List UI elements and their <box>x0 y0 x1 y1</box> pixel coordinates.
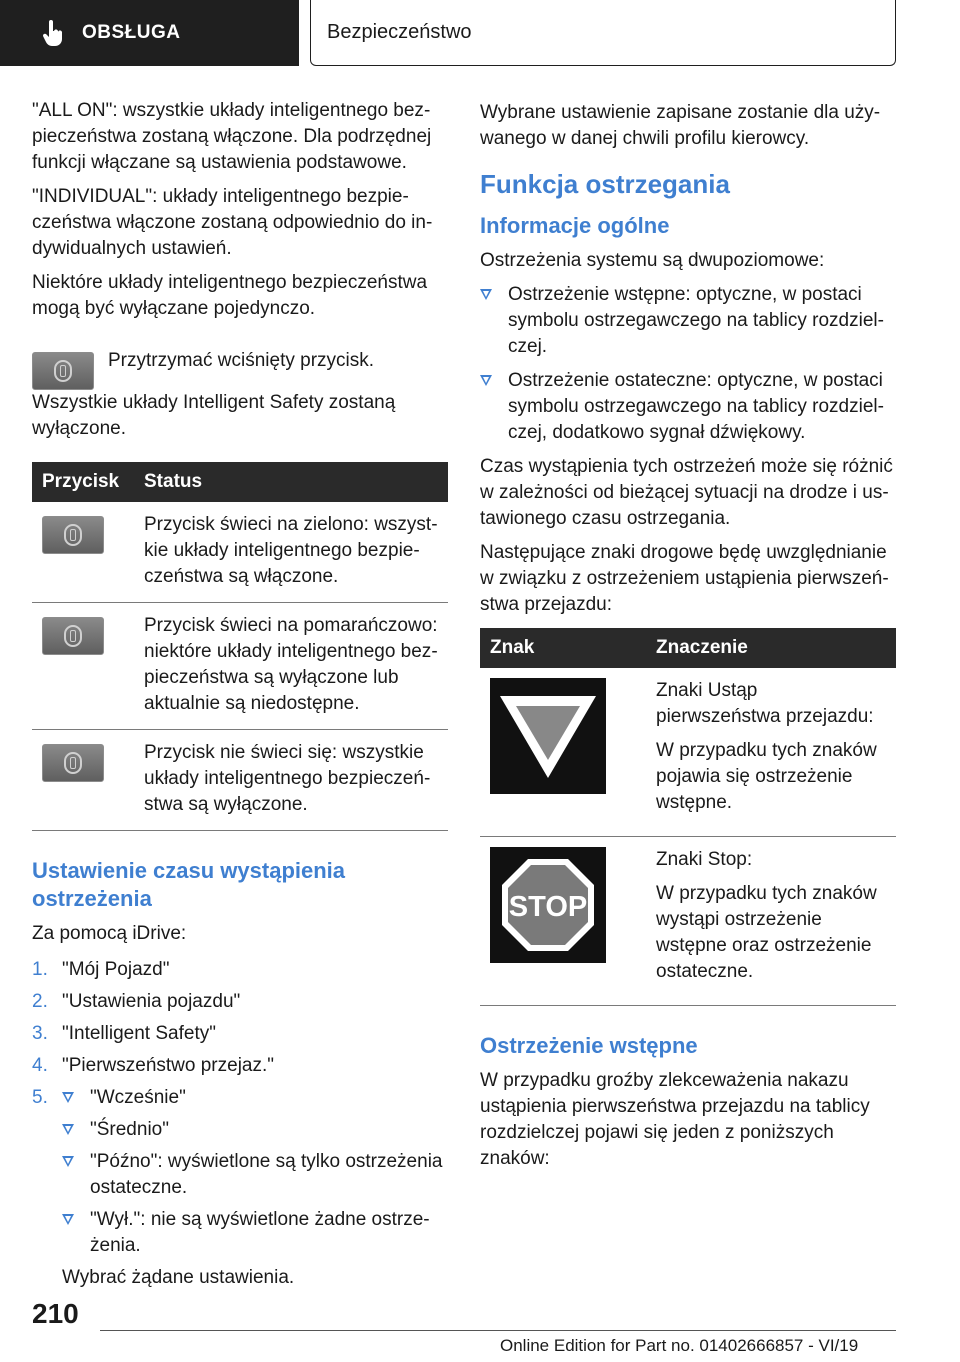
table-row <box>32 502 448 603</box>
stop-meaning: Znaki Stop: W przypadku tych znaków wystąpi ostrzeżenie wstępne oraz ostrzeżenie ostateczne. <box>646 837 896 1006</box>
section-title-warning-time: Ustawienie czasu wystąpienia ostrzeżenia <box>32 858 346 911</box>
steps-list <box>32 957 448 1259</box>
step-number: 2. <box>32 991 48 1012</box>
safety-button-off-icon <box>42 744 104 782</box>
table-row <box>32 730 448 831</box>
heading-general-info: Informacje ogólne <box>480 213 670 238</box>
section-tab <box>0 0 299 66</box>
hold-text: Przytrzymać wciśnięty przycisk. <box>108 350 375 371</box>
list-item: "Wcześnie" <box>62 1085 448 1111</box>
heading-warning-function: Funkcja ostrzegania <box>480 169 730 199</box>
step-number: 3. <box>32 1023 48 1044</box>
hold-button-instruction <box>32 348 448 390</box>
list-item: 2. "Ustawienia pojazdu" <box>32 989 448 1015</box>
paragraph-all-on: "ALL ON": wszystkie układy inteligentnego bezpieczeństwa zostaną włączone. Dla podrzędnej funkcji włączane są ustawienia podstawowe. <box>32 100 432 173</box>
triangle-bullet-icon <box>62 1156 74 1167</box>
paragraph-signs: Następujące znaki drogowe będę uwzględnianie w związku z ostrzeżeniem ustąpienia pierwszeństwa przejazdu: <box>480 542 889 615</box>
options-list <box>62 1085 448 1259</box>
safety-button-icon <box>32 352 94 390</box>
table-row <box>32 603 448 730</box>
heading-pre-warning: Ostrzeżenie wstępne <box>480 1033 698 1058</box>
list-item: 1. "Mój Pojazd" <box>32 957 448 983</box>
status-green: Przycisk świeci na zielono: wszystkie układy inteligentnego bezpieczeństwa są włączone. <box>134 502 448 603</box>
footer-divider <box>100 1330 896 1331</box>
table-row <box>480 668 896 837</box>
status-off: Przycisk nie świeci się: wszystkie układy inteligentnego bezpieczeństwa są wyłączone. <box>134 730 448 831</box>
list-item: "Wył.": nie są wyświetlone żadne ostrzeżenia. <box>62 1207 448 1259</box>
yield-meaning: Znaki Ustąp pierwszeństwa przejazdu: W przypadku tych znaków pojawia się ostrzeżenie wstępne. <box>646 668 896 837</box>
safety-off-text: Wszystkie układy Intelligent Safety zostaną wyłączone. <box>32 392 396 439</box>
paragraph-single: Niektóre układy inteligentnego bezpieczeństwa mogą być wyłączane pojedynczo. <box>32 272 428 319</box>
safety-button-green-icon <box>42 516 104 554</box>
step-number: 4. <box>32 1055 48 1076</box>
paragraph-individual: "INDIVIDUAL": układy inteligentnego bezpieczeństwa włączone zostaną odpowiednio do indywidualnych ustawień. <box>32 186 433 259</box>
button-status-table <box>32 462 448 831</box>
warning-levels-list <box>480 282 896 446</box>
step-number: 5. <box>32 1087 48 1108</box>
list-item: "Średnio" <box>62 1117 448 1143</box>
hand-icon <box>42 20 64 46</box>
section-tab-label: OBSŁUGA <box>82 22 181 43</box>
paragraph-pre-warning: W przypadku groźby zlekceważenia nakazu ustąpienia pierwszeństwa przejazdu na tablicy rozdzielczej pojawi się jeden z poniższych znaków: <box>480 1070 870 1169</box>
step-number: 1. <box>32 959 48 980</box>
yield-sign-icon <box>490 678 606 794</box>
list-item <box>32 1085 448 1259</box>
choose-text: Wybrać żądane ustawienia. <box>62 1267 295 1288</box>
triangle-bullet-icon <box>62 1092 74 1103</box>
signs-table <box>480 628 896 1006</box>
safety-button-orange-icon <box>42 617 104 655</box>
list-item: "Późno": wyświetlone są tylko ostrzeżenia ostateczne. <box>62 1149 448 1201</box>
left-column <box>32 98 448 1299</box>
paragraph-timing: Czas wystąpienia tych ostrzeżeń może się różnić w zależności od bieżącej sytuacji na drodze i ustawionego czasu ostrzegania. <box>480 456 893 529</box>
table-row <box>480 837 896 1006</box>
via-idrive: Za pomocą iDrive: <box>32 923 187 944</box>
edition-note: Online Edition for Part no. 01402666857 - VI/19 <box>500 1336 859 1355</box>
triangle-bullet-icon <box>62 1214 74 1225</box>
status-orange: Przycisk świeci na pomarańczowo: niektóre układy inteligentnego bezpieczeństwa są wyłączone lub aktualnie są niedostępne. <box>134 603 448 730</box>
page-title: Bezpieczeństwo <box>310 0 896 66</box>
page-number: 210 <box>32 1298 79 1329</box>
table-header-meaning: Znaczenie <box>646 628 896 668</box>
paragraph-saved: Wybrane ustawienie zapisane zostanie dla używanego w danej chwili profilu kierowcy. <box>480 102 881 149</box>
stop-sign-icon <box>490 847 606 963</box>
triangle-bullet-icon <box>62 1124 74 1135</box>
table-header-status: Status <box>134 462 448 502</box>
list-item: Ostrzeżenie wstępne: optyczne, w postaci symbolu ostrzegawczego na tablicy rozdzielczej. <box>480 282 896 360</box>
paragraph-two-level: Ostrzeżenia systemu są dwupoziomowe: <box>480 250 825 271</box>
table-header-button: Przycisk <box>32 462 134 502</box>
list-item: 3. "Intelligent Safety" <box>32 1021 448 1047</box>
stop-sign-label: STOP <box>508 891 588 923</box>
triangle-bullet-icon <box>480 375 492 386</box>
list-item: Ostrzeżenie ostateczne: optyczne, w postaci symbolu ostrzegawczego na tablicy rozdzielczej, dodatkowo sygnał dźwiękowy. <box>480 368 896 446</box>
list-item: 4. "Pierwszeństwo przejaz." <box>32 1053 448 1079</box>
triangle-bullet-icon <box>480 289 492 300</box>
right-column <box>480 100 896 1180</box>
table-header-sign: Znak <box>480 628 646 668</box>
